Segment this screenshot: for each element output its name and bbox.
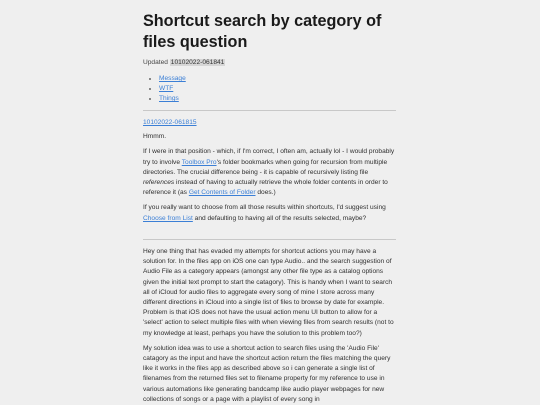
text: If you really want to choose from all those results within shortcuts, I'd suggest using [143, 204, 386, 212]
list-item [159, 74, 186, 84]
text: does.) [255, 189, 276, 197]
list-item [159, 94, 186, 104]
entry-paragraph [143, 147, 396, 198]
link-choose-from-list[interactable]: Choose from List [143, 214, 193, 222]
updated-line [143, 59, 225, 66]
entry-paragraph [143, 203, 396, 223]
entry-paragraph: My solution idea was to use a shortcut action to search files using the 'Audio File' catagory as the input and have the shortcut action return the files matching the query like it works in the files app as described above so i can generate a single list of filenames from the returned files set to filename property for my reference to use in various automations like generating bandcamp like audio player webpages for new collections of songs or a page with a playlist of every song in [143, 344, 391, 403]
link-things[interactable]: Things [159, 95, 179, 102]
text-emphasis: references [143, 179, 175, 187]
text: instead of having to actually retrieve the whole folder contents in order to reference it (as [143, 179, 388, 197]
link-toolbox-pro[interactable]: Toolbox Pro [181, 158, 217, 166]
entry-permalink[interactable]: 10102022-061815 [143, 119, 197, 126]
divider [143, 110, 396, 111]
link-message[interactable]: Message [159, 75, 186, 82]
divider [143, 239, 396, 240]
entry-2 [143, 247, 396, 405]
updated-timestamp: 10102022-061841 [170, 59, 225, 66]
page-title: Shortcut search by category of files question [143, 12, 382, 51]
updated-label: Updated [143, 59, 168, 66]
link-wtf[interactable]: WTF [159, 85, 174, 92]
entry-paragraph: Hmmm. [143, 133, 167, 141]
list-item [159, 84, 186, 94]
text: and defaulting to having all of the results selected, maybe? [192, 214, 367, 222]
entry-1 [143, 118, 396, 224]
entry-paragraph: Hey one thing that has evaded my attempts for shortcut actions you may have a solution for. In the files app on iOS one can type Audio.. and the search suggestion of Audio File as a category appears (amongst any other file type as a catalog options given the initial text prompt to start the catagory). This is handy when I want to search all of iCloud for audio files to aggregate every song of mine I store across many different directions in iCloud into a single list of files to browse by date for example. Problem is that iOS does not have the usual action menu UI button to allow for a 'select' action to select multiple files with when viewing files from search results (not to my knowledge at least, perhaps you have the solution to this problem too?) [143, 248, 394, 337]
link-get-contents-of-folder[interactable]: Get Contents of Folder [188, 189, 256, 197]
nav-link-list [149, 74, 186, 104]
text: 's folder bookmarks when going for recursion from multiple directories. The crucial difference being - it is capable of recursively listing file [143, 158, 388, 176]
text: If I were in that position - which, if I'm correct, I often am, actually lol - I would probably try to involve [143, 148, 395, 166]
